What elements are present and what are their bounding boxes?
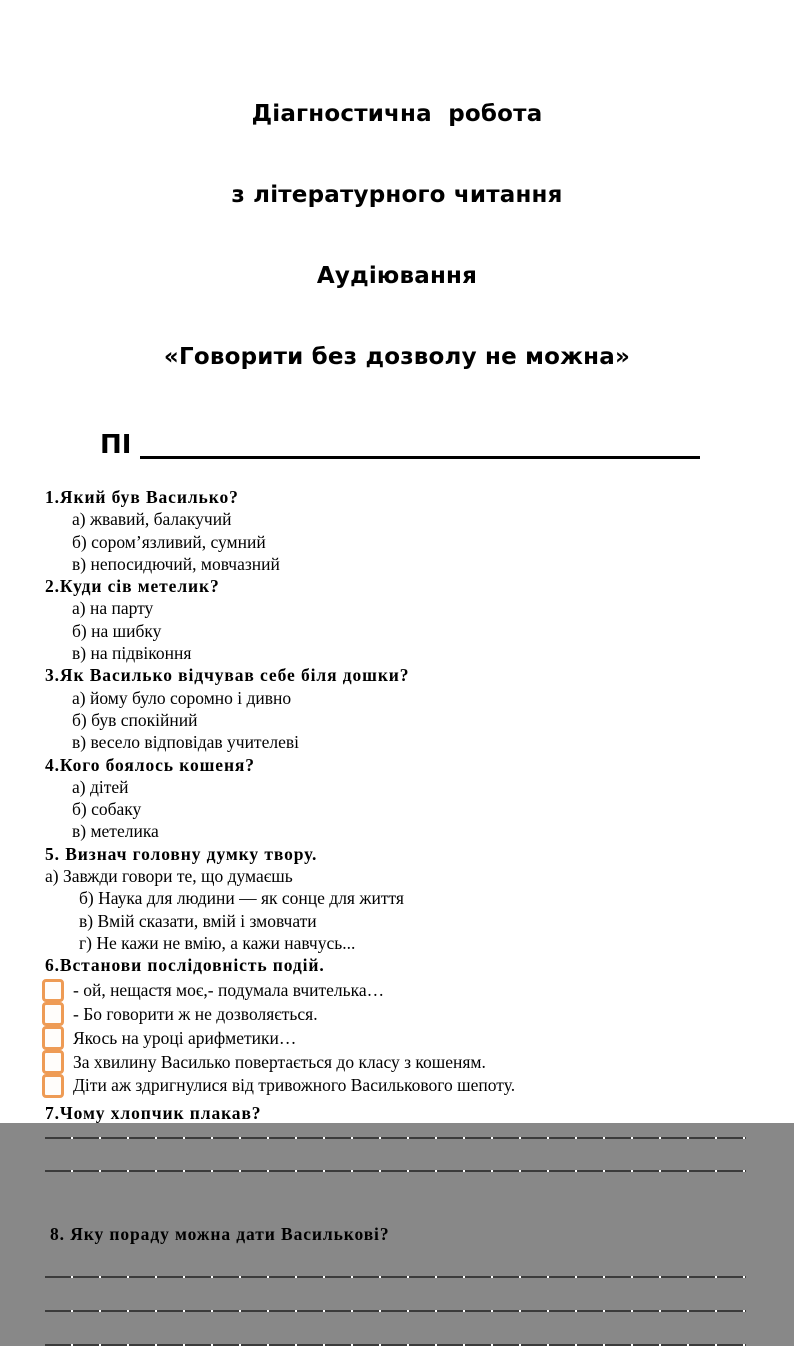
sequence-row (42, 1050, 746, 1074)
sequence-row (42, 1074, 746, 1098)
sequence-checkbox-4[interactable] (42, 1050, 64, 1074)
sequence-item-text: - ой, нещастя моє,- подумала вчителька… (73, 980, 385, 1001)
answer-line[interactable] (45, 1276, 746, 1278)
question-4-title: 4.Кого боялось кошеня? (45, 754, 255, 775)
sequence-checkbox-3[interactable] (42, 1026, 64, 1050)
title-line-2: з літературного читання (231, 182, 563, 208)
question-3-option-v[interactable]: в) весело відповідав учителеві (72, 732, 299, 753)
title-line-3: Аудіювання (316, 263, 478, 289)
answer-line[interactable] (45, 1170, 746, 1172)
answer-line[interactable] (45, 1310, 746, 1312)
question-6-title: 6.Встанови послідовність подій. (45, 955, 325, 976)
name-row (100, 431, 794, 459)
sequence-item-text: Якось на уроці арифметики… (73, 1027, 297, 1048)
sequence-checkbox-2[interactable] (42, 1002, 64, 1026)
sequence-row (42, 1026, 746, 1050)
question-2-option-a[interactable]: а) на парту (72, 598, 154, 619)
question-5-option-v[interactable]: в) Вмій сказати, вмій і змовчати (79, 910, 317, 931)
title-line-1: Діагностична робота (251, 101, 543, 127)
question-1-option-b[interactable]: б) сором’язливий, сумний (72, 531, 266, 552)
question-4-option-b[interactable]: б) собаку (72, 799, 142, 820)
sequence-row (42, 979, 746, 1003)
question-1-option-v[interactable]: в) непосидючий, мовчазний (72, 553, 280, 574)
question-2-option-v[interactable]: в) на підвіконня (72, 643, 192, 664)
question-5-title: 5. Визнач головну думку твору. (45, 843, 318, 864)
question-8-title: 8. Яку пораду можна дати Василькові? (50, 1223, 390, 1244)
name-label: ПІ (100, 430, 132, 460)
answer-line[interactable] (45, 1137, 746, 1139)
sequence-checkbox-1[interactable] (42, 979, 64, 1003)
sequence-row (42, 1002, 746, 1026)
question-7-title: 7.Чому хлопчик плакав? (45, 1102, 262, 1123)
question-1-option-a[interactable]: а) жвавий, балакучий (72, 509, 232, 530)
question-5-option-b[interactable]: б) Наука для людини — як сонце для життя (79, 888, 404, 909)
question-5-option-g[interactable]: г) Не кажи не вмію, а кажи навчусь... (79, 932, 356, 953)
sequence-item-text: За хвилину Василько повертається до класу з кошеням. (73, 1051, 486, 1072)
sequence-checkbox-5[interactable] (42, 1074, 64, 1098)
document-title (0, 0, 794, 425)
question-3-option-b[interactable]: б) був спокійний (72, 709, 198, 730)
question-1-title: 1.Який був Василько? (45, 487, 239, 507)
question-5-option-a[interactable]: а) Завжди говори те, що думаєшь (45, 866, 293, 887)
title-line-4: «Говорити без дозволу не можна» (163, 344, 631, 370)
sequence-item-text: - Бо говорити ж не дозволяється. (73, 1004, 318, 1025)
question-4-option-v[interactable]: в) метелика (72, 821, 159, 842)
question-3-title: 3.Як Василько відчував себе біля дошки? (45, 665, 410, 686)
question-3-option-a[interactable]: а) йому було соромно і дивно (72, 687, 292, 708)
question-4-option-a[interactable]: а) дітей (72, 776, 129, 797)
question-6-sequence-list (42, 979, 746, 1098)
question-2-option-b[interactable]: б) на шибку (72, 620, 162, 641)
question-2-title: 2.Куди сів метелик? (45, 576, 220, 597)
questions-area (45, 486, 746, 1346)
name-input-line[interactable] (140, 431, 700, 459)
sequence-item-text: Діти аж здригнулися від тривожного Василькового шепоту. (73, 1075, 516, 1096)
